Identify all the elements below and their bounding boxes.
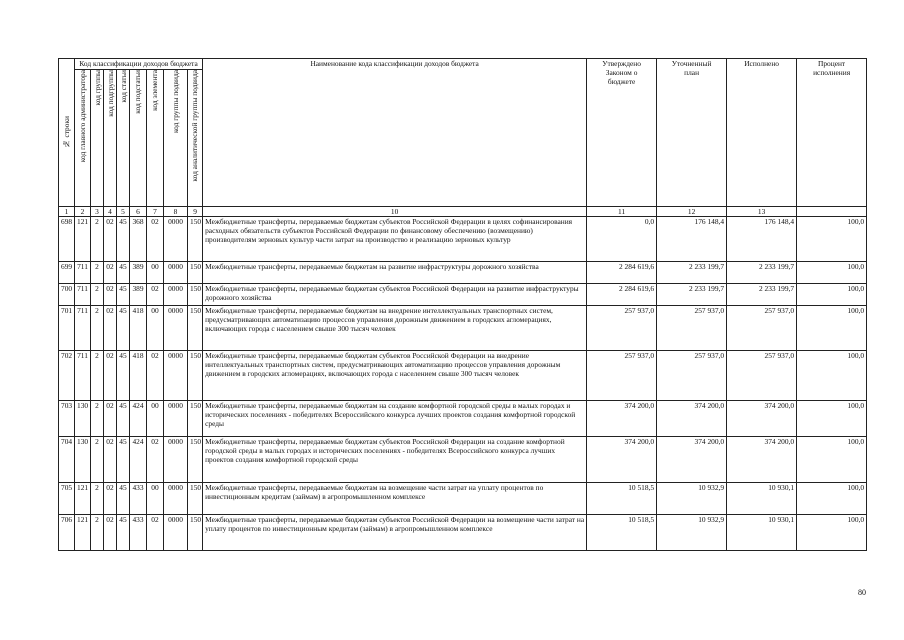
cell-group: 2 [91,483,104,515]
cell-subgroup: 02 [104,401,117,437]
cell-name: Межбюджетные трансферты, передаваемые бюджетам на внедрение интеллектуальных транспортных систем, предусматривающих автоматизацию процессов управления дорожным движением в городских агломерациях, включающих города с населением свыше 300 тысяч человек [203,306,587,351]
cell-subgroup: 02 [104,306,117,351]
cell-executed: 176 148,4 [727,217,797,262]
col-number: 11 [587,207,657,217]
cell-element: 02 [147,284,164,306]
cell-row-no: 703 [59,401,75,437]
cell-name: Межбюджетные трансферты, передаваемые бюджетам субъектов Российской Федерации на возмещение части затрат на уплату процентов по инвестиционным кредитам (займам) в агропромышленном комплексе [203,515,587,551]
cell-analytic: 150 [188,437,203,483]
cell-subtype: 0000 [164,306,188,351]
cell-subtype: 0000 [164,483,188,515]
cell-name: Межбюджетные трансферты, передаваемые бюджетам субъектов Российской Федерации на внедрение интеллектуальных транспортных систем, предусматривающих автоматизацию процессов управления дорожным движением в городских агломерациях, включающих города с населением свыше 300 тысяч человек [203,351,587,401]
table-row [59,217,867,262]
cell-subarticle: 389 [130,262,147,284]
header-code-analytic-group: код аналитической группы подвида [188,70,203,207]
cell-article: 45 [117,515,130,551]
table-row [59,483,867,515]
cell-row-no: 702 [59,351,75,401]
table-row [59,306,867,351]
cell-approved: 374 200,0 [587,401,657,437]
cell-element: 02 [147,515,164,551]
cell-group: 2 [91,262,104,284]
header-code-group: Код классификации доходов бюджета [75,59,203,70]
cell-analytic: 150 [188,306,203,351]
table-body [59,217,867,551]
cell-executed: 257 937,0 [727,306,797,351]
cell-admin: 711 [75,262,91,284]
cell-subgroup: 02 [104,262,117,284]
cell-article: 45 [117,262,130,284]
cell-name: Межбюджетные трансферты, передаваемые бюджетам субъектов Российской Федерации на создание комфортной городской среды в малых городах и исторических поселениях - победителях Всероссийского конкурса лучших проектов создания комфортной городской среды [203,437,587,483]
cell-percent: 100,0 [797,306,867,351]
cell-subarticle: 389 [130,284,147,306]
cell-analytic: 150 [188,351,203,401]
cell-row-no: 706 [59,515,75,551]
cell-row-no: 705 [59,483,75,515]
cell-subgroup: 02 [104,217,117,262]
cell-subgroup: 02 [104,515,117,551]
cell-approved: 257 937,0 [587,351,657,401]
col-number: 1 [59,207,75,217]
cell-approved: 2 284 619,6 [587,262,657,284]
cell-refined: 176 148,4 [657,217,727,262]
cell-admin: 711 [75,306,91,351]
table-row [59,515,867,551]
cell-group: 2 [91,306,104,351]
cell-subarticle: 433 [130,483,147,515]
cell-subgroup: 02 [104,437,117,483]
cell-subtype: 0000 [164,401,188,437]
column-numbers-row [59,207,867,217]
cell-article: 45 [117,306,130,351]
cell-refined: 374 200,0 [657,401,727,437]
cell-analytic: 150 [188,483,203,515]
cell-analytic: 150 [188,217,203,262]
cell-group: 2 [91,217,104,262]
cell-element: 00 [147,401,164,437]
cell-admin: 711 [75,284,91,306]
cell-refined: 2 233 199,7 [657,284,727,306]
header-executed: Исполнено [727,59,797,207]
col-number [797,207,867,217]
header-code-group-col: код группы [91,70,104,207]
cell-subtype: 0000 [164,515,188,551]
cell-percent: 100,0 [797,351,867,401]
cell-subgroup: 02 [104,284,117,306]
cell-subgroup: 02 [104,483,117,515]
cell-admin: 121 [75,483,91,515]
table-row [59,401,867,437]
header-refined: Уточненный план [657,59,727,207]
col-number: 7 [147,207,164,217]
header-name: Наименование кода классификации доходов бюджета [203,59,587,207]
cell-executed: 374 200,0 [727,437,797,483]
cell-subtype: 0000 [164,437,188,483]
cell-admin: 711 [75,351,91,401]
cell-group: 2 [91,515,104,551]
cell-group: 2 [91,284,104,306]
cell-approved: 257 937,0 [587,306,657,351]
cell-admin: 121 [75,515,91,551]
header-approved: Утверждено Законом о бюджете [587,59,657,207]
cell-element: 00 [147,262,164,284]
cell-percent: 100,0 [797,401,867,437]
cell-analytic: 150 [188,284,203,306]
table-header [59,59,867,217]
header-code-article: код статьи [117,70,130,207]
col-number: 3 [91,207,104,217]
cell-name: Межбюджетные трансферты, передаваемые бюджетам субъектов Российской Федерации на развитие инфраструктуры дорожного хозяйства [203,284,587,306]
cell-element: 00 [147,483,164,515]
cell-element: 00 [147,306,164,351]
cell-subarticle: 433 [130,515,147,551]
col-number: 2 [75,207,91,217]
cell-executed: 10 930,1 [727,515,797,551]
table-row [59,351,867,401]
col-number: 13 [727,207,797,217]
header-row-no: № строки [59,59,75,207]
cell-group: 2 [91,401,104,437]
cell-approved: 10 518,5 [587,515,657,551]
cell-percent: 100,0 [797,217,867,262]
cell-article: 45 [117,437,130,483]
col-number: 6 [130,207,147,217]
cell-percent: 100,0 [797,262,867,284]
col-number: 12 [657,207,727,217]
cell-article: 45 [117,351,130,401]
table-row [59,437,867,483]
cell-article: 45 [117,483,130,515]
cell-name: Межбюджетные трансферты, передаваемые бюджетам на развитие инфраструктуры дорожного хозяйства [203,262,587,284]
cell-element: 02 [147,351,164,401]
page-number: 80 [858,588,866,597]
cell-name: Межбюджетные трансферты, передаваемые бюджетам субъектов Российской Федерации в целях софинансирования расходных обязательств субъектов Российской Федерации по финансовому обеспечению (возмещению) производителям зерновых культур части затрат на производство и реализацию зерновых культур [203,217,587,262]
cell-admin: 130 [75,437,91,483]
cell-name: Межбюджетные трансферты, передаваемые бюджетам на создание комфортной городской среды в малых городах и исторических поселениях - победителях Всероссийского конкурса лучших проектов создания комфортной городской среды [203,401,587,437]
table-row [59,284,867,306]
cell-refined: 257 937,0 [657,351,727,401]
cell-executed: 374 200,0 [727,401,797,437]
header-code-element: код элемента [147,70,164,207]
cell-analytic: 150 [188,262,203,284]
cell-approved: 0,0 [587,217,657,262]
cell-subtype: 0000 [164,217,188,262]
cell-refined: 257 937,0 [657,306,727,351]
cell-refined: 2 233 199,7 [657,262,727,284]
cell-admin: 121 [75,217,91,262]
cell-subtype: 0000 [164,351,188,401]
cell-executed: 2 233 199,7 [727,284,797,306]
cell-executed: 10 930,1 [727,483,797,515]
cell-percent: 100,0 [797,437,867,483]
cell-article: 45 [117,284,130,306]
cell-percent: 100,0 [797,284,867,306]
col-number: 5 [117,207,130,217]
cell-executed: 2 233 199,7 [727,262,797,284]
cell-group: 2 [91,351,104,401]
cell-refined: 374 200,0 [657,437,727,483]
cell-element: 02 [147,437,164,483]
cell-article: 45 [117,401,130,437]
cell-subarticle: 424 [130,437,147,483]
cell-article: 45 [117,217,130,262]
table-row [59,262,867,284]
cell-group: 2 [91,437,104,483]
header-code-subtype-group: код группы подвида [164,70,188,207]
cell-admin: 130 [75,401,91,437]
cell-subarticle: 424 [130,401,147,437]
cell-subarticle: 368 [130,217,147,262]
cell-refined: 10 932,9 [657,515,727,551]
cell-analytic: 150 [188,515,203,551]
header-code-admin: код главного администратора [75,70,91,207]
cell-subgroup: 02 [104,351,117,401]
col-number: 4 [104,207,117,217]
cell-row-no: 701 [59,306,75,351]
header-percent: Процент исполнения [797,59,867,207]
cell-percent: 100,0 [797,483,867,515]
cell-approved: 10 518,5 [587,483,657,515]
cell-refined: 10 932,9 [657,483,727,515]
col-number: 8 [164,207,188,217]
cell-name: Межбюджетные трансферты, передаваемые бюджетам на возмещение части затрат на уплату процентов по инвестиционным кредитам (займам) в агропромышленном комплексе [203,483,587,515]
cell-executed: 257 937,0 [727,351,797,401]
cell-subarticle: 418 [130,306,147,351]
header-code-subgroup: код подгруппы [104,70,117,207]
cell-approved: 374 200,0 [587,437,657,483]
cell-subarticle: 418 [130,351,147,401]
cell-subtype: 0000 [164,284,188,306]
cell-approved: 2 284 619,6 [587,284,657,306]
cell-row-no: 704 [59,437,75,483]
revenue-table [58,58,867,551]
cell-row-no: 700 [59,284,75,306]
cell-analytic: 150 [188,401,203,437]
col-number: 9 [188,207,203,217]
cell-percent: 100,0 [797,515,867,551]
cell-row-no: 698 [59,217,75,262]
cell-subtype: 0000 [164,262,188,284]
cell-row-no: 699 [59,262,75,284]
cell-element: 02 [147,217,164,262]
header-code-subarticle: код подстатьи [130,70,147,207]
col-number: 10 [203,207,587,217]
